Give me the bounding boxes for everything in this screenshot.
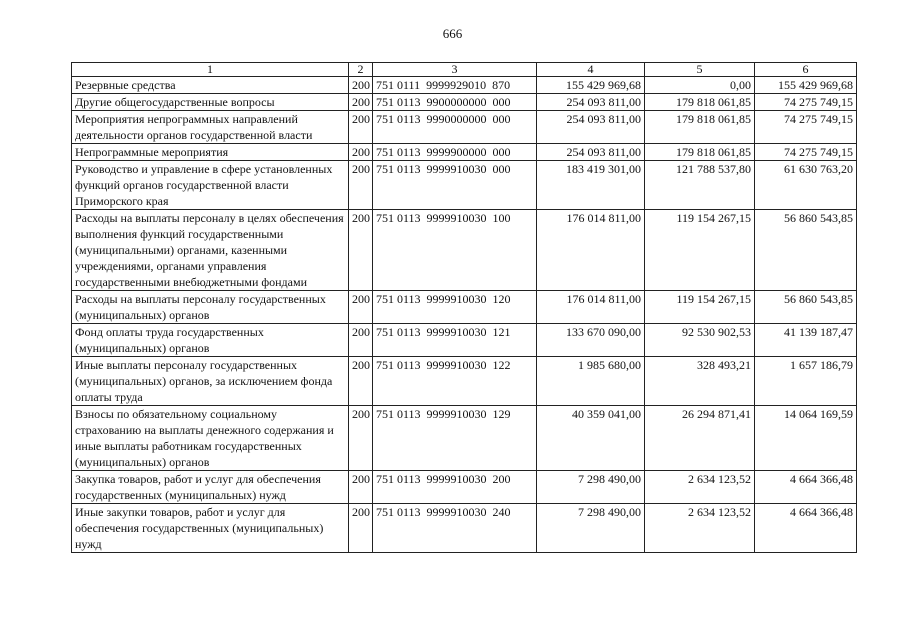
row-code-cell: 751 0111 9999929010 870 — [373, 77, 537, 94]
table-body — [72, 63, 857, 553]
row-plan-cell: 155 429 969,68 — [537, 77, 645, 94]
page-number: 666 — [442, 26, 463, 41]
row-name-cell: Другие общегосударственные вопросы — [72, 94, 349, 111]
row-ved-cell: 200 — [349, 77, 373, 94]
row-ved-cell: 200 — [349, 161, 373, 210]
row-plan-cell: 1 985 680,00 — [537, 357, 645, 406]
row-ved-cell: 200 — [349, 324, 373, 357]
row-plan-cell: 254 093 811,00 — [537, 144, 645, 161]
row-code-cell: 751 0113 9999910030 200 — [373, 471, 537, 504]
row-plan-cell: 7 298 490,00 — [537, 504, 645, 553]
row-ved-cell: 200 — [349, 357, 373, 406]
row-name-cell: Закупка товаров, работ и услуг для обеспечения государственных (муниципальных) нужд — [72, 471, 349, 504]
row-rest-cell: 56 860 543,85 — [755, 291, 857, 324]
table-row — [72, 504, 857, 553]
row-plan-cell: 176 014 811,00 — [537, 210, 645, 291]
table-row — [72, 77, 857, 94]
row-ved-cell: 200 — [349, 94, 373, 111]
row-rest-cell: 74 275 749,15 — [755, 144, 857, 161]
row-ved-cell: 200 — [349, 291, 373, 324]
row-fact-cell: 179 818 061,85 — [645, 94, 755, 111]
row-code-cell: 751 0113 9999910030 000 — [373, 161, 537, 210]
row-plan-cell: 254 093 811,00 — [537, 94, 645, 111]
row-fact-cell: 328 493,21 — [645, 357, 755, 406]
row-code-cell: 751 0113 9999910030 100 — [373, 210, 537, 291]
table-row — [72, 324, 857, 357]
row-rest-cell: 1 657 186,79 — [755, 357, 857, 406]
row-code-cell: 751 0113 9999910030 240 — [373, 504, 537, 553]
row-name-cell: Иные выплаты персоналу государственных (муниципальных) органов, за исключением фонда оплаты труда — [72, 357, 349, 406]
row-name-cell: Непрограммные мероприятия — [72, 144, 349, 161]
row-ved-cell: 200 — [349, 504, 373, 553]
table-header-row — [72, 63, 857, 77]
row-plan-cell: 183 419 301,00 — [537, 161, 645, 210]
row-ved-cell: 200 — [349, 471, 373, 504]
row-fact-cell: 26 294 871,41 — [645, 406, 755, 471]
table-row — [72, 406, 857, 471]
row-fact-cell: 179 818 061,85 — [645, 144, 755, 161]
row-fact-cell: 179 818 061,85 — [645, 111, 755, 144]
row-name-cell: Расходы на выплаты персоналу государственных (муниципальных) органов — [72, 291, 349, 324]
row-rest-cell: 41 139 187,47 — [755, 324, 857, 357]
row-name-cell: Мероприятия непрограммных направлений деятельности органов государственной власти — [72, 111, 349, 144]
row-rest-cell: 74 275 749,15 — [755, 94, 857, 111]
table-row — [72, 471, 857, 504]
row-ved-cell: 200 — [349, 210, 373, 291]
row-code-cell: 751 0113 9900000000 000 — [373, 94, 537, 111]
budget-table — [71, 62, 857, 553]
row-rest-cell: 155 429 969,68 — [755, 77, 857, 94]
row-name-cell: Взносы по обязательному социальному страхованию на выплаты денежного содержания и иные выплаты работникам государственных (муниципальных) органов — [72, 406, 349, 471]
column-header-2: 2 — [349, 63, 373, 77]
table-row — [72, 291, 857, 324]
table-row — [72, 161, 857, 210]
row-ved-cell: 200 — [349, 144, 373, 161]
table-row — [72, 94, 857, 111]
row-plan-cell: 254 093 811,00 — [537, 111, 645, 144]
table-row — [72, 210, 857, 291]
row-plan-cell: 176 014 811,00 — [537, 291, 645, 324]
row-rest-cell: 74 275 749,15 — [755, 111, 857, 144]
row-fact-cell: 2 634 123,52 — [645, 471, 755, 504]
table-row — [72, 357, 857, 406]
row-fact-cell: 119 154 267,15 — [645, 210, 755, 291]
row-fact-cell: 121 788 537,80 — [645, 161, 755, 210]
row-fact-cell: 119 154 267,15 — [645, 291, 755, 324]
row-plan-cell: 133 670 090,00 — [537, 324, 645, 357]
row-rest-cell: 56 860 543,85 — [755, 210, 857, 291]
row-ved-cell: 200 — [349, 111, 373, 144]
column-header-6: 6 — [755, 63, 857, 77]
row-ved-cell: 200 — [349, 406, 373, 471]
row-code-cell: 751 0113 9999910030 120 — [373, 291, 537, 324]
column-header-5: 5 — [645, 63, 755, 77]
row-rest-cell: 14 064 169,59 — [755, 406, 857, 471]
row-fact-cell: 92 530 902,53 — [645, 324, 755, 357]
row-fact-cell: 0,00 — [645, 77, 755, 94]
row-code-cell: 751 0113 9990000000 000 — [373, 111, 537, 144]
table-row — [72, 111, 857, 144]
column-header-1: 1 — [72, 63, 349, 77]
column-header-3: 3 — [373, 63, 537, 77]
row-code-cell: 751 0113 9999910030 122 — [373, 357, 537, 406]
row-plan-cell: 40 359 041,00 — [537, 406, 645, 471]
row-name-cell: Фонд оплаты труда государственных (муниципальных) органов — [72, 324, 349, 357]
row-rest-cell: 4 664 366,48 — [755, 504, 857, 553]
table-row — [72, 144, 857, 161]
row-rest-cell: 61 630 763,20 — [755, 161, 857, 210]
row-code-cell: 751 0113 9999900000 000 — [373, 144, 537, 161]
row-fact-cell: 2 634 123,52 — [645, 504, 755, 553]
row-code-cell: 751 0113 9999910030 129 — [373, 406, 537, 471]
row-name-cell: Иные закупки товаров, работ и услуг для обеспечения государственных (муниципальных) нужд — [72, 504, 349, 553]
row-rest-cell: 4 664 366,48 — [755, 471, 857, 504]
row-code-cell: 751 0113 9999910030 121 — [373, 324, 537, 357]
column-header-4: 4 — [537, 63, 645, 77]
row-name-cell: Расходы на выплаты персоналу в целях обеспечения выполнения функций государственными (муниципальными) органами, казенными учреждениями, органами управления государственными внебюджетными фондами — [72, 210, 349, 291]
row-name-cell: Резервные средства — [72, 77, 349, 94]
row-plan-cell: 7 298 490,00 — [537, 471, 645, 504]
row-name-cell: Руководство и управление в сфере установленных функций органов государственной власти Приморского края — [72, 161, 349, 210]
